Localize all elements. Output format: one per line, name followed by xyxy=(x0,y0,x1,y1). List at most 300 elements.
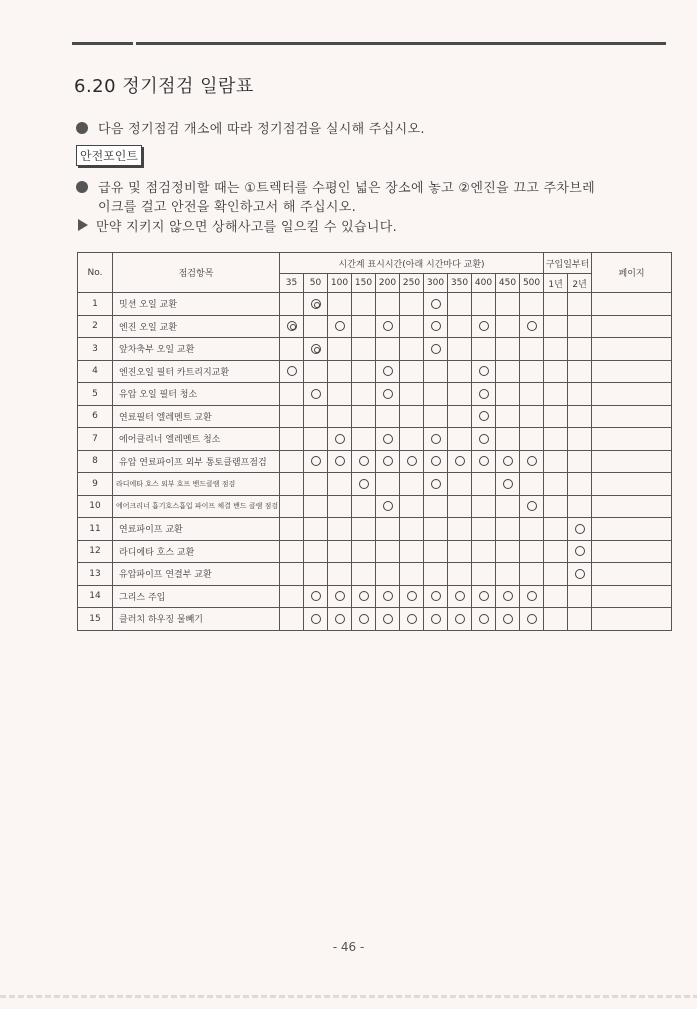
mark-cell xyxy=(496,563,520,586)
circle-icon xyxy=(383,591,393,601)
row-page xyxy=(592,608,672,631)
instruction-line-4: 만약 지키지 않으면 상해사고를 일으킬 수 있습니다. xyxy=(78,216,397,235)
circle-icon xyxy=(407,614,417,624)
header-no: No. xyxy=(78,253,113,293)
mark-cell xyxy=(328,473,352,496)
mark-cell xyxy=(352,518,376,541)
row-page xyxy=(592,338,672,361)
mark-cell xyxy=(280,383,304,406)
mark-cell xyxy=(400,360,424,383)
circle-icon xyxy=(407,456,417,466)
mark-cell xyxy=(472,608,496,631)
mark-cell xyxy=(544,495,568,518)
circle-icon xyxy=(335,434,345,444)
mark-cell xyxy=(424,450,448,473)
mark-cell xyxy=(472,405,496,428)
mark-cell xyxy=(496,585,520,608)
bullet-icon xyxy=(76,122,88,134)
circle-icon xyxy=(431,321,441,331)
row-number: 8 xyxy=(78,450,113,473)
mark-cell xyxy=(544,293,568,316)
circle-icon xyxy=(575,546,585,556)
mark-cell xyxy=(448,495,472,518)
row-item: 엔진 오일 교환 xyxy=(113,315,280,338)
table-row xyxy=(78,585,672,608)
mark-cell xyxy=(280,360,304,383)
mark-cell xyxy=(568,473,592,496)
mark-cell xyxy=(376,315,400,338)
mark-cell xyxy=(400,608,424,631)
circle-icon xyxy=(311,614,321,624)
mark-cell xyxy=(448,360,472,383)
circle-icon xyxy=(527,456,537,466)
circle-icon xyxy=(359,456,369,466)
row-page xyxy=(592,405,672,428)
mark-cell xyxy=(424,360,448,383)
mark-cell xyxy=(496,518,520,541)
header-hour: 50 xyxy=(304,274,328,293)
mark-cell xyxy=(544,405,568,428)
header-hour: 200 xyxy=(376,274,400,293)
circle-icon xyxy=(503,456,513,466)
mark-cell xyxy=(472,338,496,361)
mark-cell xyxy=(520,495,544,518)
mark-cell xyxy=(424,293,448,316)
header-hour: 35 xyxy=(280,274,304,293)
circle-icon xyxy=(527,321,537,331)
mark-cell xyxy=(400,405,424,428)
mark-cell xyxy=(352,540,376,563)
row-number: 5 xyxy=(78,383,113,406)
mark-cell xyxy=(472,495,496,518)
mark-cell xyxy=(400,450,424,473)
mark-cell xyxy=(520,473,544,496)
row-page xyxy=(592,563,672,586)
mark-cell xyxy=(472,518,496,541)
mark-cell xyxy=(520,540,544,563)
top-rule xyxy=(72,42,666,45)
circle-icon xyxy=(527,614,537,624)
header-period-group: 구입일부터 xyxy=(544,253,592,274)
table-row xyxy=(78,540,672,563)
mark-cell xyxy=(520,450,544,473)
circle-icon xyxy=(383,366,393,376)
circle-icon xyxy=(359,479,369,489)
mark-cell xyxy=(568,383,592,406)
bullet-icon xyxy=(76,181,88,193)
instruction-line-3: 이크를 걸고 안전을 확인하고서 해 주십시오. xyxy=(98,200,357,215)
mark-cell xyxy=(376,608,400,631)
mark-cell xyxy=(280,338,304,361)
table-row xyxy=(78,608,672,631)
row-item: 그리스 주입 xyxy=(113,585,280,608)
table-row xyxy=(78,383,672,406)
safety-point-label: 안전포인트 xyxy=(76,145,142,166)
mark-cell xyxy=(424,495,448,518)
mark-cell xyxy=(304,338,328,361)
row-page xyxy=(592,495,672,518)
mark-cell xyxy=(472,428,496,451)
circle-icon xyxy=(479,434,489,444)
mark-cell xyxy=(568,495,592,518)
table-row xyxy=(78,338,672,361)
mark-cell xyxy=(520,383,544,406)
mark-cell xyxy=(448,405,472,428)
mark-cell xyxy=(520,338,544,361)
mark-cell xyxy=(472,563,496,586)
row-number: 9 xyxy=(78,473,113,496)
mark-cell xyxy=(400,473,424,496)
circle-icon xyxy=(431,479,441,489)
circle-icon xyxy=(431,434,441,444)
mark-cell xyxy=(328,405,352,428)
mark-cell xyxy=(328,338,352,361)
table-row xyxy=(78,450,672,473)
circle-icon xyxy=(311,456,321,466)
row-page xyxy=(592,293,672,316)
circle-icon xyxy=(383,389,393,399)
mark-cell xyxy=(520,360,544,383)
mark-cell xyxy=(352,338,376,361)
mark-cell xyxy=(376,293,400,316)
mark-cell xyxy=(448,428,472,451)
mark-cell xyxy=(544,585,568,608)
mark-cell xyxy=(520,585,544,608)
circle-icon xyxy=(479,456,489,466)
row-number: 14 xyxy=(78,585,113,608)
mark-cell xyxy=(304,495,328,518)
mark-cell xyxy=(544,360,568,383)
circle-icon xyxy=(311,591,321,601)
mark-cell xyxy=(424,383,448,406)
circle-icon xyxy=(359,614,369,624)
mark-cell xyxy=(352,383,376,406)
mark-cell xyxy=(304,540,328,563)
mark-cell xyxy=(400,428,424,451)
row-item: 클러치 하우징 물빼기 xyxy=(113,608,280,631)
mark-cell xyxy=(328,518,352,541)
table-row xyxy=(78,518,672,541)
circle-icon xyxy=(335,456,345,466)
circle-icon xyxy=(335,591,345,601)
mark-cell xyxy=(472,450,496,473)
circle-icon xyxy=(431,344,441,354)
mark-cell xyxy=(280,315,304,338)
header-period: 2년 xyxy=(568,274,592,293)
mark-cell xyxy=(352,450,376,473)
mark-cell xyxy=(280,518,304,541)
mark-cell xyxy=(568,518,592,541)
mark-cell xyxy=(304,585,328,608)
row-number: 2 xyxy=(78,315,113,338)
mark-cell xyxy=(520,518,544,541)
mark-cell xyxy=(568,563,592,586)
header-hour: 150 xyxy=(352,274,376,293)
mark-cell xyxy=(400,293,424,316)
mark-cell xyxy=(328,585,352,608)
circle-icon xyxy=(431,299,441,309)
mark-cell xyxy=(448,608,472,631)
header-hour: 100 xyxy=(328,274,352,293)
mark-cell xyxy=(304,450,328,473)
mark-cell xyxy=(400,585,424,608)
mark-cell xyxy=(352,315,376,338)
circle-icon xyxy=(407,591,417,601)
mark-cell xyxy=(304,293,328,316)
mark-cell xyxy=(376,518,400,541)
circle-icon xyxy=(503,591,513,601)
circle-icon xyxy=(359,591,369,601)
row-number: 13 xyxy=(78,563,113,586)
mark-cell xyxy=(520,293,544,316)
header-hour: 450 xyxy=(496,274,520,293)
table-row xyxy=(78,473,672,496)
mark-cell xyxy=(280,540,304,563)
circle-icon xyxy=(455,591,465,601)
mark-cell xyxy=(544,450,568,473)
circle-icon xyxy=(383,434,393,444)
mark-cell xyxy=(328,360,352,383)
row-item: 연료파이프 교환 xyxy=(113,518,280,541)
mark-cell xyxy=(280,585,304,608)
mark-cell xyxy=(424,608,448,631)
instruction-line-1: 다음 정기점검 개소에 따라 정기점검을 실시해 주십시오. xyxy=(76,118,425,137)
mark-cell xyxy=(400,315,424,338)
mark-cell xyxy=(424,315,448,338)
mark-cell xyxy=(424,563,448,586)
row-number: 10 xyxy=(78,495,113,518)
circle-icon xyxy=(455,456,465,466)
mark-cell xyxy=(280,293,304,316)
row-item: 에어클리너 엘레멘트 청소 xyxy=(113,428,280,451)
row-page xyxy=(592,585,672,608)
mark-cell xyxy=(424,338,448,361)
mark-cell xyxy=(352,563,376,586)
row-page xyxy=(592,360,672,383)
table-row xyxy=(78,360,672,383)
header-period: 1년 xyxy=(544,274,568,293)
mark-cell xyxy=(304,315,328,338)
mark-cell xyxy=(496,608,520,631)
mark-cell xyxy=(304,405,328,428)
circle-icon xyxy=(383,501,393,511)
mark-cell xyxy=(472,360,496,383)
row-number: 3 xyxy=(78,338,113,361)
mark-cell xyxy=(448,315,472,338)
mark-cell xyxy=(568,450,592,473)
circle-icon xyxy=(383,614,393,624)
circle-icon xyxy=(575,569,585,579)
mark-cell xyxy=(472,473,496,496)
mark-cell xyxy=(424,540,448,563)
mark-cell xyxy=(568,585,592,608)
mark-cell xyxy=(400,540,424,563)
circle-icon xyxy=(479,591,489,601)
mark-cell xyxy=(448,383,472,406)
mark-cell xyxy=(352,495,376,518)
mark-cell xyxy=(472,540,496,563)
mark-cell xyxy=(328,315,352,338)
mark-cell xyxy=(376,428,400,451)
mark-cell xyxy=(544,473,568,496)
mark-cell xyxy=(280,495,304,518)
mark-cell xyxy=(352,405,376,428)
mark-cell xyxy=(352,608,376,631)
row-item: 라디에타 호스 교환 xyxy=(113,540,280,563)
section-title: 6.20 정기점검 일람표 xyxy=(74,76,254,97)
mark-cell xyxy=(448,473,472,496)
row-page xyxy=(592,540,672,563)
mark-cell xyxy=(496,315,520,338)
row-number: 12 xyxy=(78,540,113,563)
mark-cell xyxy=(352,473,376,496)
mark-cell xyxy=(376,473,400,496)
row-page xyxy=(592,428,672,451)
double-circle-icon xyxy=(287,321,297,331)
row-item: 밋션 오일 교환 xyxy=(113,293,280,316)
row-item: 유압 오일 필터 청소 xyxy=(113,383,280,406)
mark-cell xyxy=(304,608,328,631)
header-hour: 350 xyxy=(448,274,472,293)
mark-cell xyxy=(544,383,568,406)
double-circle-icon xyxy=(311,299,321,309)
row-page xyxy=(592,383,672,406)
mark-cell xyxy=(376,563,400,586)
row-item: 유압파이프 연결부 교환 xyxy=(113,563,280,586)
row-number: 7 xyxy=(78,428,113,451)
mark-cell xyxy=(568,540,592,563)
row-number: 1 xyxy=(78,293,113,316)
mark-cell xyxy=(328,383,352,406)
mark-cell xyxy=(472,383,496,406)
circle-icon xyxy=(479,321,489,331)
circle-icon xyxy=(431,614,441,624)
mark-cell xyxy=(376,383,400,406)
row-number: 6 xyxy=(78,405,113,428)
mark-cell xyxy=(568,338,592,361)
mark-cell xyxy=(544,338,568,361)
mark-cell xyxy=(376,495,400,518)
mark-cell xyxy=(448,518,472,541)
mark-cell xyxy=(520,608,544,631)
circle-icon xyxy=(503,614,513,624)
table-row xyxy=(78,428,672,451)
mark-cell xyxy=(520,405,544,428)
mark-cell xyxy=(352,428,376,451)
circle-icon xyxy=(479,389,489,399)
mark-cell xyxy=(280,608,304,631)
circle-icon xyxy=(479,366,489,376)
mark-cell xyxy=(400,563,424,586)
mark-cell xyxy=(424,428,448,451)
mark-cell xyxy=(328,428,352,451)
mark-cell xyxy=(304,360,328,383)
mark-cell xyxy=(496,540,520,563)
mark-cell xyxy=(352,360,376,383)
mark-cell xyxy=(352,585,376,608)
mark-cell xyxy=(496,383,520,406)
mark-cell xyxy=(448,450,472,473)
scan-edge xyxy=(0,995,697,998)
mark-cell xyxy=(376,360,400,383)
mark-cell xyxy=(424,405,448,428)
mark-cell xyxy=(472,585,496,608)
mark-cell xyxy=(544,315,568,338)
mark-cell xyxy=(568,293,592,316)
circle-icon xyxy=(335,321,345,331)
arrow-right-icon xyxy=(78,219,88,231)
mark-cell xyxy=(400,518,424,541)
mark-cell xyxy=(544,518,568,541)
mark-cell xyxy=(544,608,568,631)
mark-cell xyxy=(472,315,496,338)
mark-cell xyxy=(496,428,520,451)
mark-cell xyxy=(568,405,592,428)
mark-cell xyxy=(304,563,328,586)
mark-cell xyxy=(376,585,400,608)
circle-icon xyxy=(335,614,345,624)
mark-cell xyxy=(496,473,520,496)
mark-cell xyxy=(328,293,352,316)
header-hours-group: 시간계 표시시간(아래 시간마다 교환) xyxy=(280,253,544,274)
header-hour: 500 xyxy=(520,274,544,293)
mark-cell xyxy=(376,405,400,428)
mark-cell xyxy=(400,338,424,361)
mark-cell xyxy=(496,360,520,383)
mark-cell xyxy=(496,293,520,316)
table-row xyxy=(78,405,672,428)
circle-icon xyxy=(455,614,465,624)
row-page xyxy=(592,473,672,496)
row-page xyxy=(592,315,672,338)
circle-icon xyxy=(311,389,321,399)
circle-icon xyxy=(479,614,489,624)
mark-cell xyxy=(376,450,400,473)
circle-icon xyxy=(527,591,537,601)
row-number: 15 xyxy=(78,608,113,631)
instruction-line-2: 급유 및 점검정비할 때는 ①트렉터를 수평인 넓은 장소에 놓고 ②엔진을 끄고 주차브레 xyxy=(76,177,595,196)
row-page xyxy=(592,518,672,541)
mark-cell xyxy=(328,563,352,586)
mark-cell xyxy=(544,563,568,586)
mark-cell xyxy=(328,495,352,518)
header-hour: 300 xyxy=(424,274,448,293)
table-row xyxy=(78,495,672,518)
header-hour: 400 xyxy=(472,274,496,293)
circle-icon xyxy=(383,456,393,466)
mark-cell xyxy=(400,495,424,518)
row-item: 유압 연료파이프 외부 통토클램프점검 xyxy=(113,450,280,473)
circle-icon xyxy=(287,366,297,376)
mark-cell xyxy=(496,405,520,428)
mark-cell xyxy=(280,563,304,586)
table-row xyxy=(78,293,672,316)
mark-cell xyxy=(472,293,496,316)
mark-cell xyxy=(448,540,472,563)
row-item: 에어크리너 흡기호스흡입 파이프 체결 밴드 클램 점검 xyxy=(113,495,280,518)
mark-cell xyxy=(424,518,448,541)
row-item: 엔진오일 필터 카트리지교환 xyxy=(113,360,280,383)
mark-cell xyxy=(376,540,400,563)
mark-cell xyxy=(448,293,472,316)
mark-cell xyxy=(400,383,424,406)
header-item: 점검항목 xyxy=(113,253,280,293)
mark-cell xyxy=(544,540,568,563)
table-row xyxy=(78,563,672,586)
double-circle-icon xyxy=(311,344,321,354)
mark-cell xyxy=(304,383,328,406)
mark-cell xyxy=(304,428,328,451)
